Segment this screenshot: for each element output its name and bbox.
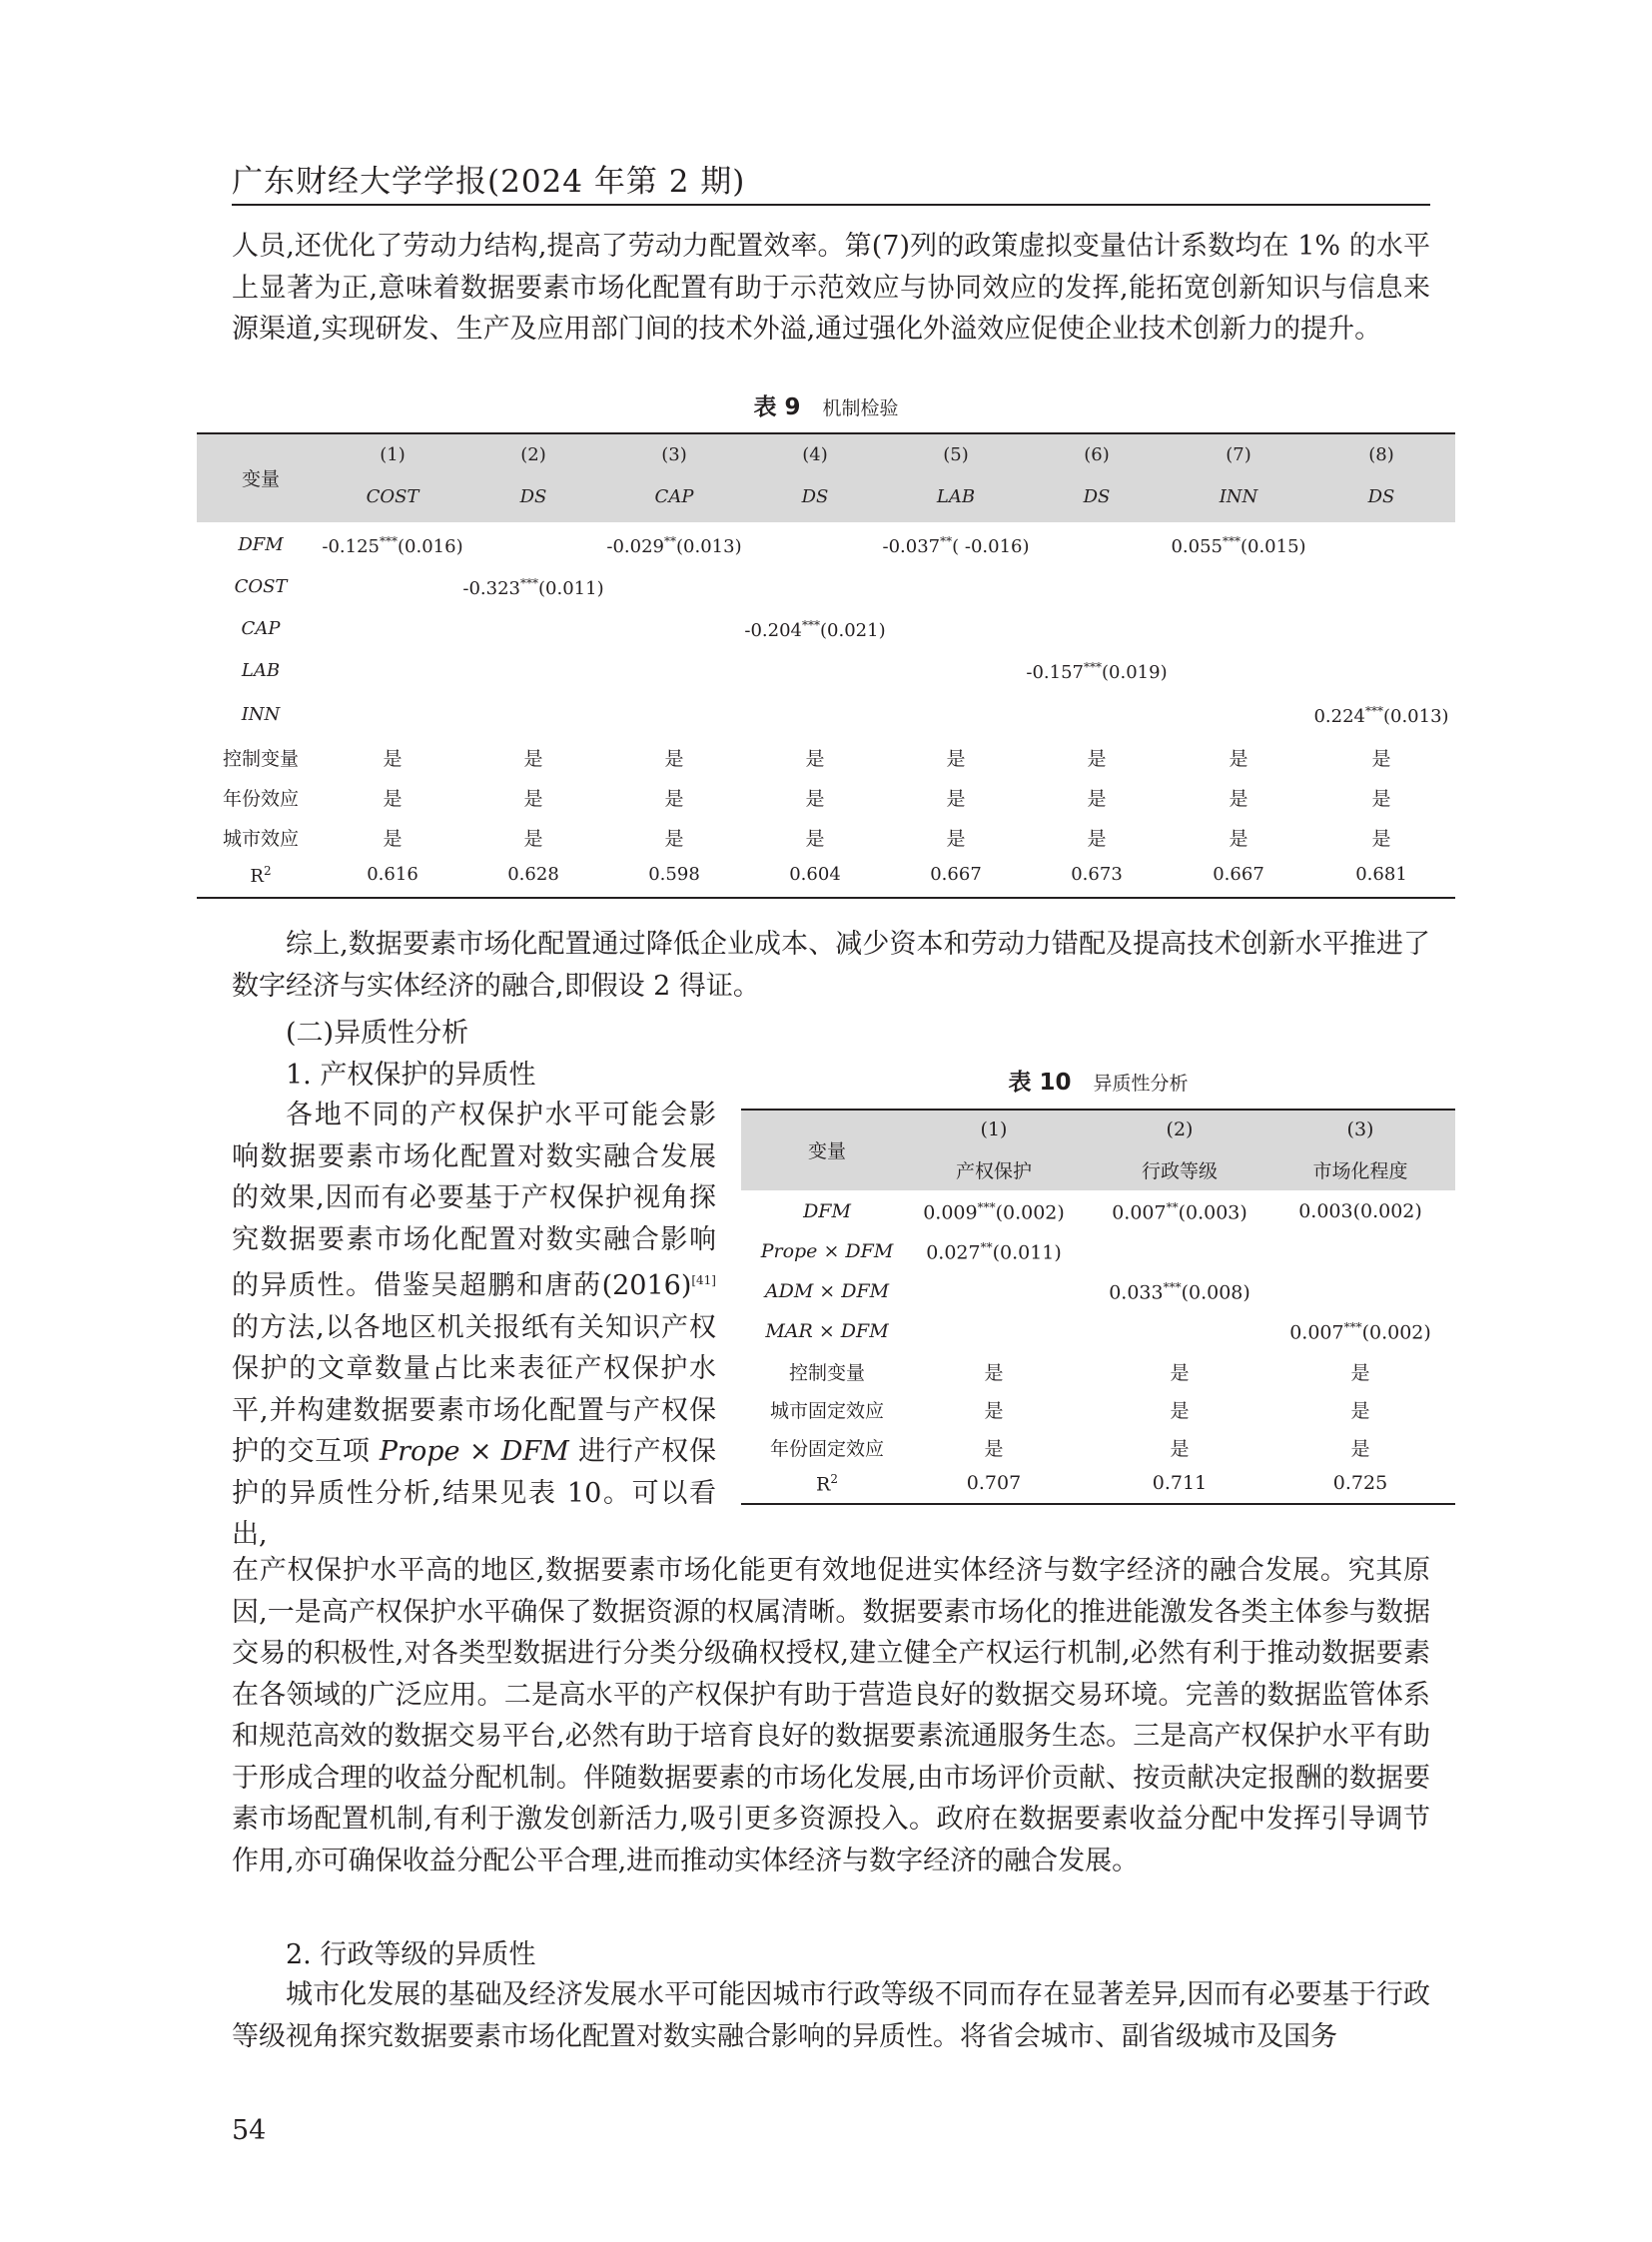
- table9-row-label: 控制变量: [222, 748, 300, 770]
- header-rule: [232, 204, 1430, 206]
- table9-row-label: $R^2$: [250, 864, 272, 887]
- table10-cell: 是: [1350, 1400, 1370, 1422]
- table10-col-num: (2): [1166, 1119, 1194, 1140]
- table9-col-var: CAP: [654, 486, 694, 507]
- table10-row-label: ADM × DFM: [764, 1280, 890, 1302]
- table10-cell: 0.007**(0.003): [1112, 1200, 1247, 1224]
- table10-col-num: (3): [1346, 1119, 1374, 1140]
- table9-cell: 是: [805, 788, 825, 810]
- table10-cell: 0.027**(0.011): [926, 1240, 1062, 1264]
- table9-caption-number: 表 9: [753, 394, 801, 420]
- table10-row-label: 控制变量: [788, 1362, 866, 1384]
- table9-row-label: DFM: [238, 534, 284, 555]
- table10-cell: 是: [1170, 1438, 1190, 1460]
- table10-cell: 0.033***(0.008): [1109, 1280, 1250, 1304]
- table9-cell: 0.616: [367, 864, 418, 885]
- table10-row-label: 年份固定效应: [769, 1438, 885, 1460]
- table10-row-label: $R^2$: [816, 1472, 838, 1496]
- table10-header: [741, 1111, 1455, 1190]
- table10-body: [741, 1190, 1455, 1503]
- table9-cell: 0.055***(0.015): [1171, 534, 1306, 557]
- table9-cell: 是: [664, 828, 684, 850]
- table10-caption: [741, 1064, 1455, 1097]
- table9-caption-title: 机制检验: [822, 397, 899, 419]
- subsection-heading-2: 2. 行政等级的异质性: [286, 1939, 536, 1970]
- table9-cell: 是: [383, 788, 403, 810]
- subsection-heading-1: 1. 产权保护的异质性: [286, 1060, 536, 1091]
- table9-cell: 0.667: [1213, 864, 1264, 885]
- table10-row-label: 城市固定效应: [769, 1400, 885, 1422]
- table10-cell: 是: [1170, 1362, 1190, 1384]
- table9-row-label: COST: [234, 576, 288, 597]
- table9-row-label: INN: [241, 704, 281, 725]
- table9-cell: 是: [1087, 788, 1107, 810]
- section-heading: (二)异质性分析: [286, 1018, 469, 1049]
- table9-cell: 是: [383, 828, 403, 850]
- table10-caption-title: 异质性分析: [1093, 1073, 1189, 1095]
- table10-row-label: DFM: [803, 1200, 851, 1222]
- table9-header: [197, 434, 1455, 522]
- table9-col-num: (6): [1084, 444, 1110, 465]
- table9-body: [197, 522, 1455, 897]
- table9-col-num: (7): [1226, 444, 1251, 465]
- table9-cell: 是: [946, 748, 966, 770]
- table9-col-var: DS: [1367, 486, 1395, 507]
- table9-cell: 0.673: [1071, 864, 1123, 885]
- table9-cell: 是: [1371, 828, 1391, 850]
- table9-row-label: CAP: [241, 618, 281, 639]
- table9-col-var: DS: [801, 486, 829, 507]
- table10-cell: 是: [1350, 1362, 1370, 1384]
- table9-cell: 是: [664, 748, 684, 770]
- table9-cell: 0.598: [648, 864, 700, 885]
- table9-cell: -0.323***(0.011): [462, 576, 604, 599]
- table10-caption-number: 表 10: [1008, 1070, 1072, 1096]
- table9-cell: -0.029**(0.013): [606, 534, 742, 557]
- table9-cell: 是: [523, 748, 543, 770]
- table10-cell: 0.007***(0.002): [1289, 1320, 1431, 1344]
- table9-col-num: (4): [802, 444, 828, 465]
- running-header: 广东财经大学学报(2024 年第 2 期): [232, 164, 746, 200]
- paragraph-continuation: 人员,还优化了劳动力结构,提高了劳动力配置效率。第(7)列的政策虚拟变量估计系数均在 1% 的水平上显著为正,意味着数据要素市场化配置有助于示范效应与协同效应的发挥,能拓宽创新知识与信息来源渠道,实现研发、生产及应用部门间的技术外溢,通过强化外溢效应促使企业技术创新力的提升。: [232, 231, 1430, 345]
- table10-var-header: 变量: [807, 1140, 847, 1162]
- table10-cell: 是: [1350, 1438, 1370, 1460]
- table9-cell: -0.125***(0.016): [322, 534, 463, 557]
- table9-cell: 是: [523, 788, 543, 810]
- table9-cell: 是: [383, 748, 403, 770]
- paragraph-admin-level: 城市化发展的基础及经济发展水平可能因城市行政等级不同而存在显著差异,因而有必要基于行政等级视角探究数据要素市场化配置对数实融合影响的异质性。将省会城市、副省级城市及国务: [232, 1979, 1430, 2052]
- page-number: 54: [232, 2115, 267, 2146]
- table9-cell: 0.667: [930, 864, 982, 885]
- paragraph-property-rights: 各地不同的产权保护水平可能会影响数据要素市场化配置对数实融合发展的效果,因而有必要基于产权保护视角探究数据要素市场化配置对数实融合影响的异质性。借鉴吴超鹏和唐菂(2016)[41]的方法,以各地区机关报纸有关知识产权保护的文章数量占比来表征产权保护水平,并构建数据要素市场化配置与产权保护的交互项 Prope × DFM 进行产权保护的异质性分析,结果见表 10。可以看出,: [232, 1100, 716, 1550]
- table10-col-name: 市场化程度: [1312, 1160, 1408, 1182]
- table9-col-num: (1): [380, 444, 406, 465]
- table9-cell: 是: [1371, 788, 1391, 810]
- table9-cell: 是: [1229, 828, 1248, 850]
- paragraph-summary: 综上,数据要素市场化配置通过降低企业成本、减少资本和劳动力错配及提高技术创新水平推进了数字经济与实体经济的融合,即假设 2 得证。: [232, 929, 1430, 1002]
- paragraph-property-rights-cont: 在产权保护水平高的地区,数据要素市场化能更有效地促进实体经济与数字经济的融合发展。究其原因,一是高产权保护水平确保了数据资源的权属清晰。数据要素市场化的推进能激发各类主体参与数据交易的积极性,对各类型数据进行分类分级确权授权,建立健全产权运行机制,必然有利于推动数据要素在各领域的广泛应用。二是高水平的产权保护有助于营造良好的数据交易环境。完善的数据监管体系和规范高效的数据交易平台,必然有助于培育良好的数据要素流通服务生态。三是高产权保护水平有助于形成合理的收益分配机制。伴随数据要素的市场化发展,由市场评价贡献、按贡献决定报酬的数据要素市场配置机制,有利于激发创新活力,吸引更多资源投入。政府在数据要素收益分配中发挥引导调节作用,亦可确保收益分配公平合理,进而推动实体经济与数字经济的融合发展。: [232, 1555, 1430, 1876]
- table9-col-num: (3): [661, 444, 687, 465]
- table9-cell: 是: [664, 788, 684, 810]
- table9-cell: 是: [1229, 748, 1248, 770]
- table9-cell: 是: [523, 828, 543, 850]
- table10-cell: 是: [984, 1438, 1004, 1460]
- table9-cell: 是: [946, 828, 966, 850]
- table9-row-label: 年份效应: [222, 788, 300, 810]
- table9-row-label: LAB: [241, 660, 281, 681]
- table9-cell: 是: [946, 788, 966, 810]
- table9-col-num: (2): [520, 444, 546, 465]
- table10-cell: 0.707: [966, 1472, 1022, 1494]
- table9-col-var: LAB: [936, 486, 976, 507]
- table10-cell: 0.003(0.002): [1298, 1200, 1422, 1222]
- table9-col-var: COST: [366, 486, 419, 507]
- table10-cell: 0.725: [1332, 1472, 1388, 1494]
- table9-cell: 是: [805, 748, 825, 770]
- table10-cell: 0.009***(0.002): [923, 1200, 1065, 1224]
- table9-cell: 是: [1087, 748, 1107, 770]
- table9-cell: 是: [805, 828, 825, 850]
- table9-caption: [197, 388, 1455, 421]
- table9: [197, 432, 1455, 899]
- table9-cell: 是: [1229, 788, 1248, 810]
- table9-cell: 0.604: [789, 864, 841, 885]
- table10-cell: 是: [984, 1400, 1004, 1422]
- table10-cell: 是: [1170, 1400, 1190, 1422]
- table10-col-name: 行政等级: [1141, 1160, 1219, 1182]
- table9-col-num: (8): [1368, 444, 1394, 465]
- table9-col-num: (5): [943, 444, 969, 465]
- table10-row-label: MAR × DFM: [765, 1320, 889, 1342]
- table9-col-var: INN: [1219, 486, 1258, 507]
- table9-cell: 0.224***(0.013): [1313, 704, 1449, 727]
- table10-col-name: 产权保护: [955, 1160, 1033, 1182]
- table9-cell: 0.628: [507, 864, 559, 885]
- table9-cell: -0.037**( -0.016): [882, 534, 1030, 557]
- table9-cell: -0.204***(0.021): [744, 618, 886, 641]
- table9-col-var: DS: [519, 486, 547, 507]
- table9-cell: -0.157***(0.019): [1026, 660, 1168, 683]
- table9-var-header: 变量: [241, 468, 281, 490]
- table10: [741, 1109, 1455, 1505]
- table9-col-var: DS: [1083, 486, 1111, 507]
- table10-cell: 是: [984, 1362, 1004, 1384]
- table9-row-label: 城市效应: [222, 828, 300, 850]
- table10-col-num: (1): [980, 1119, 1008, 1140]
- table10-cell: 0.711: [1152, 1472, 1208, 1494]
- table9-cell: 是: [1087, 828, 1107, 850]
- table9-cell: 0.681: [1355, 864, 1407, 885]
- table9-cell: 是: [1371, 748, 1391, 770]
- table10-row-label: Prope × DFM: [760, 1240, 894, 1262]
